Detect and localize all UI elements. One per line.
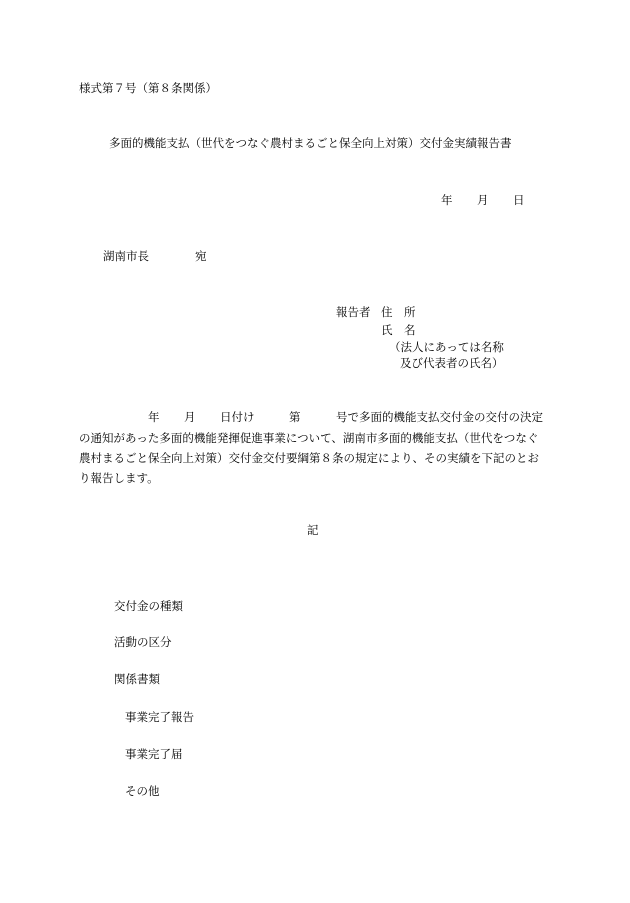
sub-list-item: その他: [125, 784, 160, 798]
list-item: 活動の区分: [114, 635, 172, 649]
reporter-note-line2: 及び代表者の氏名）: [400, 356, 504, 370]
reporter-note-line1: （法人にあっては名称: [389, 340, 504, 354]
addressee-name: 湖南市長: [103, 249, 149, 263]
body-line4: り報告します。: [79, 471, 159, 485]
form-number: 様式第７号（第８条関係）: [79, 81, 217, 95]
reporter-name-label: 氏 名: [381, 323, 416, 337]
date-year: 年: [441, 193, 453, 207]
body-number-prefix: 第: [289, 410, 301, 424]
body-month: 月: [184, 410, 196, 424]
addressee-suffix: 宛: [195, 249, 207, 263]
sub-list-item: 事業完了届: [125, 747, 183, 761]
body-line1-rest: 号で多面的機能支払交付金の交付の決定: [336, 410, 543, 424]
date-day: 日: [513, 193, 525, 207]
list-item: 交付金の種類: [114, 599, 183, 613]
list-item: 関係書類: [114, 672, 160, 686]
body-line2: の通知があった多面的機能発揮促進事業について、湖南市多面的機能支払（世代をつなぐ: [79, 431, 539, 445]
body-year: 年: [148, 410, 160, 424]
ki-heading: 記: [307, 523, 319, 537]
body-line3: 農村まるごと保全向上対策）交付金交付要綱第８条の規定により、その実績を下記のとお: [79, 451, 539, 465]
body-day: 日付け: [220, 410, 255, 424]
document-title: 多面的機能支払（世代をつなぐ農村まるごと保全向上対策）交付金実績報告書: [109, 136, 512, 150]
reporter-address-label: 住 所: [381, 305, 416, 319]
date-month: 月: [477, 193, 489, 207]
sub-list-item: 事業完了報告: [125, 710, 194, 724]
reporter-label: 報告者: [336, 305, 371, 319]
